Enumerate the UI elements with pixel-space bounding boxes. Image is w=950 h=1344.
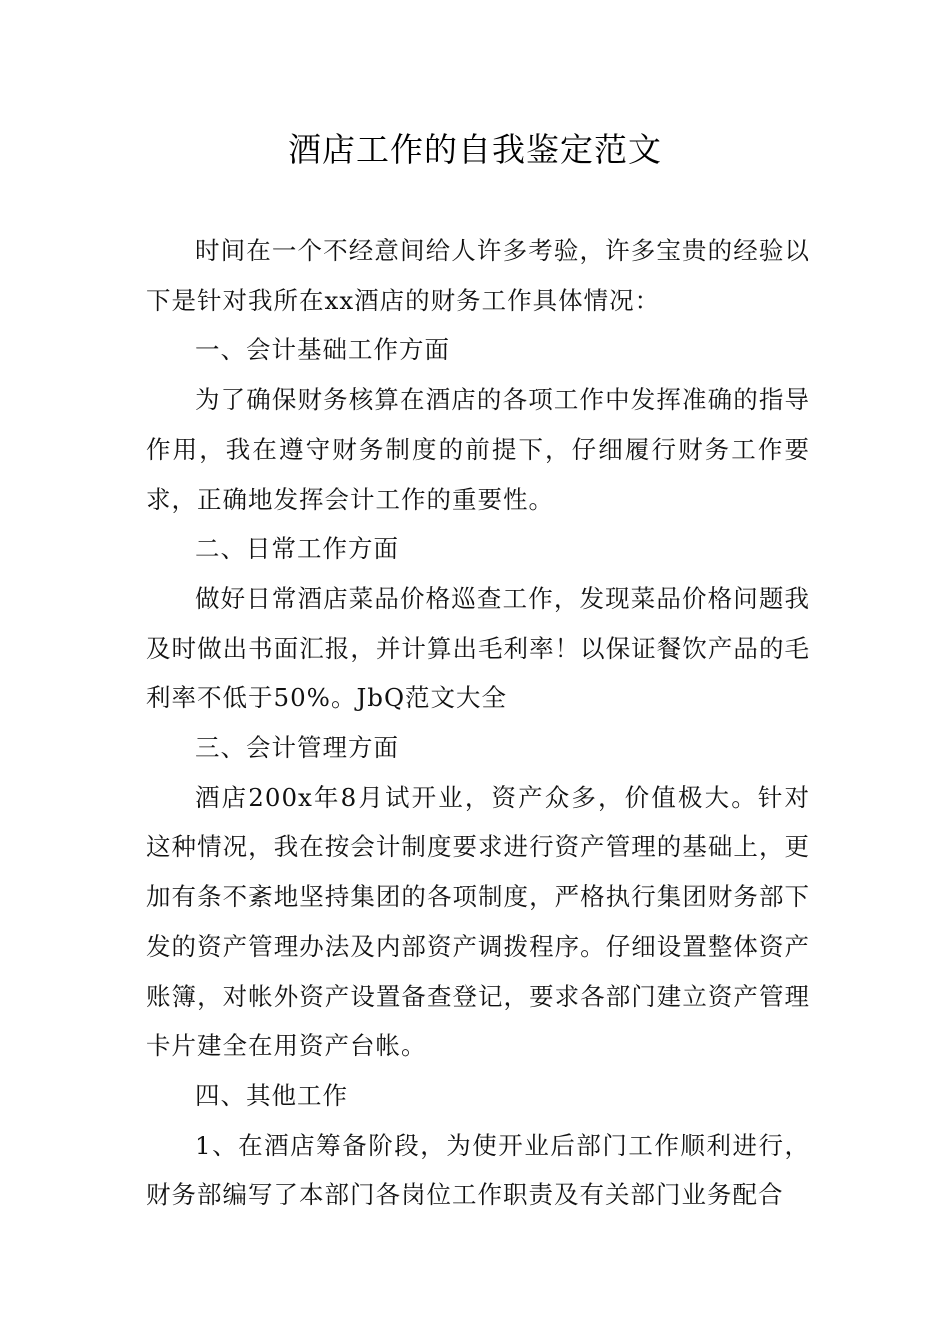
section-heading-3: 三、会计管理方面 [195,733,399,763]
document-title: 酒店工作的自我鉴定范文 [288,130,662,169]
section-heading-2: 二、日常工作方面 [195,534,399,564]
paragraph-section-3: 酒店200x年8月试开业，资产众多，价值极大。针对这种情况，我在按会计制度要求进行资产管理的基础上，更加有条不紊地坚持集团的各项制度，严格执行集团财务部下发的资产管理办法及内部资产调拨程序。仔细设置整体资产账簿，对帐外资产设置备查登记，要求各部门建立资产管理卡片建全在用资产台帐。 [146,782,810,1061]
paragraph-section-1: 为了确保财务核算在酒店的各项工作中发挥准确的指导作用，我在遵守财务制度的前提下，仔细履行财务工作要求，正确地发挥会计工作的重要性。 [146,385,810,514]
paragraph-intro: 时间在一个不经意间给人许多考验，许多宝贵的经验以下是针对我所在xx酒店的财务工作具体情况： [146,236,810,315]
paragraph-section-4: 1、在酒店筹备阶段，为使开业后部门工作顺利进行，财务部编写了本部门各岗位工作职责及有关部门业务配合 [146,1130,810,1210]
document-body [146,226,810,1220]
section-heading-1: 一、会计基础工作方面 [195,335,450,365]
paragraph-section-2: 做好日常酒店菜品价格巡查工作，发现菜品价格问题我及时做出书面汇报，并计算出毛利率！以保证餐饮产品的毛利率不低于50%。JbQ范文大全 [146,583,810,713]
section-heading-4: 四、其他工作 [195,1080,348,1110]
